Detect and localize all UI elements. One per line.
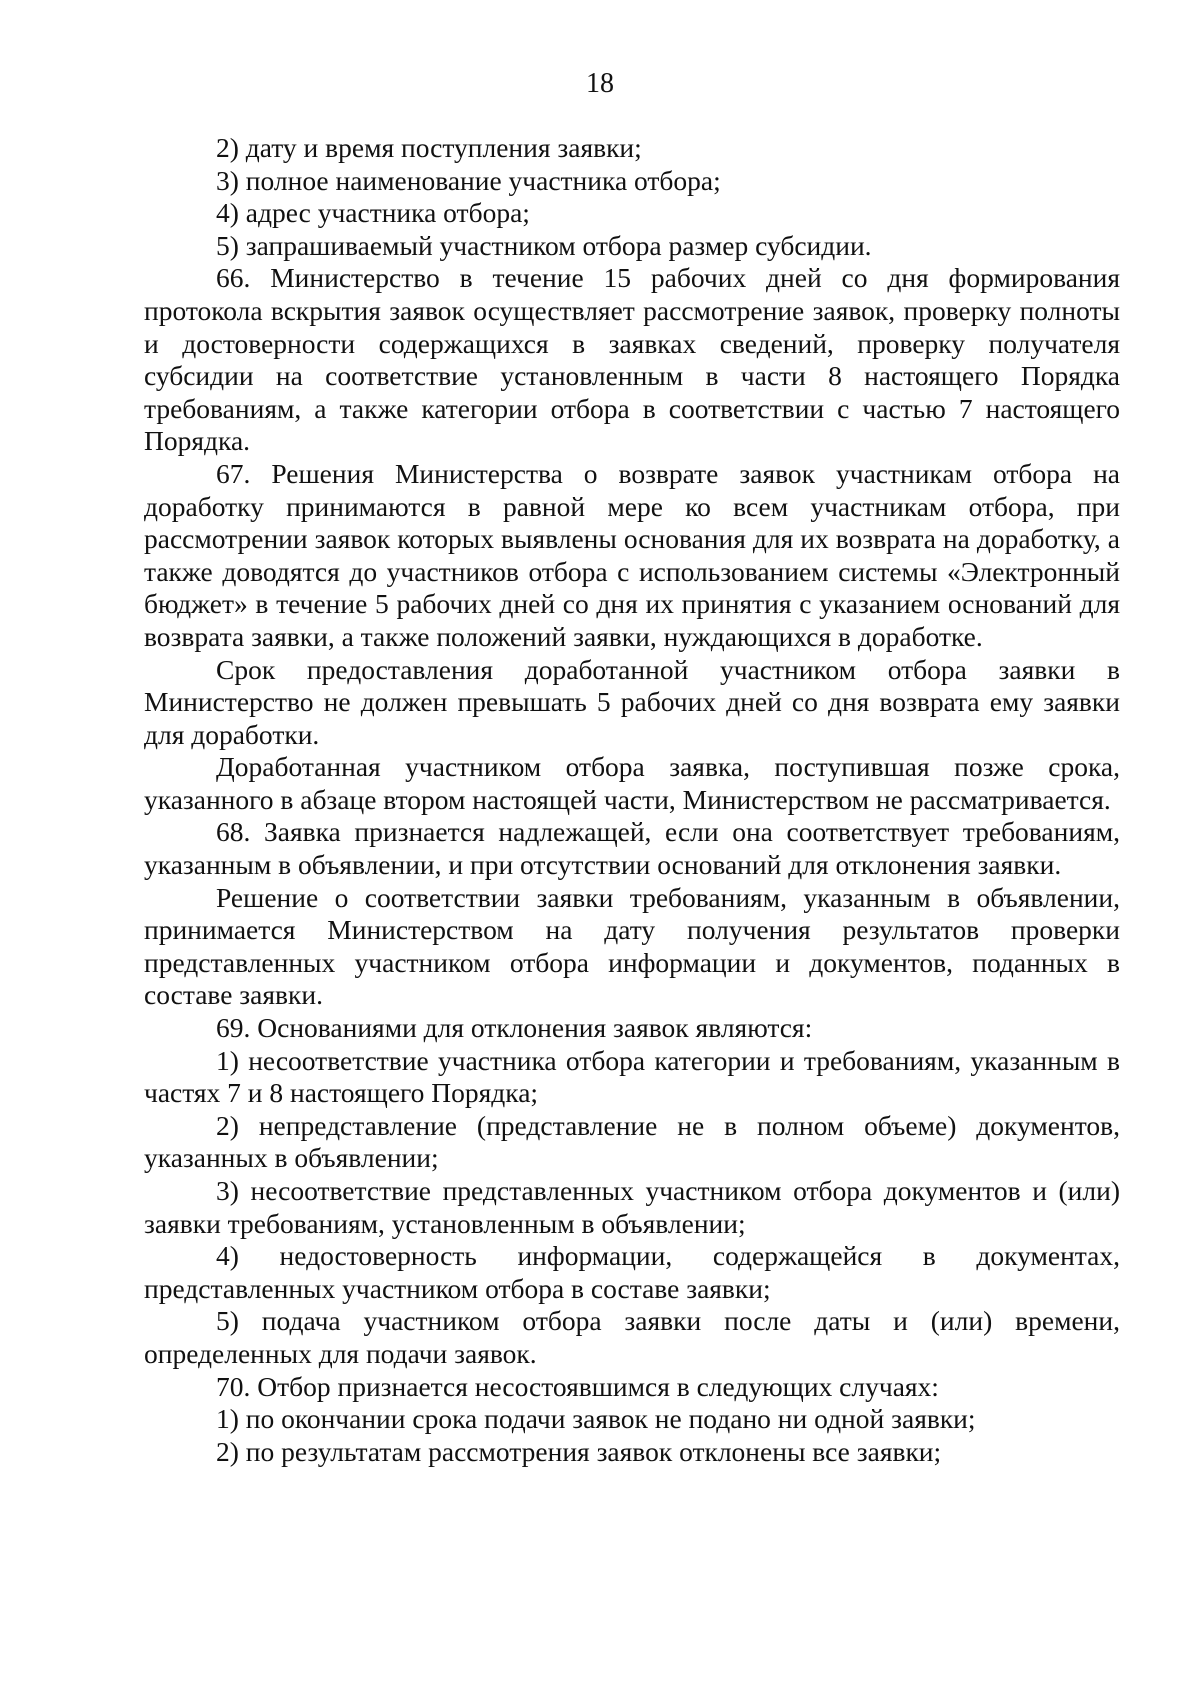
paragraph: 5) запрашиваемый участником отбора размер субсидии. bbox=[216, 229, 872, 261]
paragraph: 1) по окончании срока подачи заявок не подано ни одной заявки; bbox=[216, 1403, 976, 1435]
paragraph: 5) подача участником отбора заявки после даты и (или) времени, определенных для подачи заявок. bbox=[144, 1305, 1120, 1369]
paragraph: Решение о соответствии заявки требованиям, указанным в объявлении, принимается Министерством на дату получения результатов проверки представленных участником отбора информации и документов, поданных в составе заявки. bbox=[144, 881, 1120, 1011]
paragraph: 1) несоответствие участника отбора категории и требованиям, указанным в частях 7 и 8 настоящего Порядка; bbox=[144, 1044, 1120, 1109]
paragraph: 4) недостоверность информации, содержащейся в документах, представленных участником отбора в составе заявки; bbox=[144, 1240, 1120, 1304]
paragraph: 70. Отбор признается несостоявшимся в следующих случаях: bbox=[216, 1370, 939, 1402]
paragraph: 2) непредставление (представление не в полном объеме) документов, указанных в объявлении; bbox=[144, 1109, 1120, 1174]
paragraph: Срок предоставления доработанной участником отбора заявки в Министерство не должен превышать 5 рабочих дней со дня возврата ему заявки для доработки. bbox=[144, 653, 1120, 750]
paragraph: 67. Решения Министерства о возврате заявок участникам отбора на доработку принимаются в равной мере ко всем участникам отбора, при рассмотрении заявок которых выявлены основания для их возврата на доработку, а также доводятся до участников отбора с использованием системы «Электронный бюджет» в течение 5 рабочих дней со дня их принятия с указанием оснований для возврата заявки, а также положений заявки, нуждающихся в доработке. bbox=[144, 457, 1120, 652]
document-body bbox=[144, 132, 1120, 1468]
paragraph: 66. Министерство в течение 15 рабочих дней со дня формирования протокола вскрытия заявок осуществляет рассмотрение заявок, проверку полноты и достоверности содержащихся в заявках сведений, проверку получателя субсидии на соответствие установленным в части 8 настоящего Порядка требованиям, а также категории отбора в соответствии с частью 7 настоящего Порядка. bbox=[144, 262, 1120, 457]
paragraph: 3) несоответствие представленных участником отбора документов и (или) заявки требованиям, установленным в объявлении; bbox=[144, 1175, 1120, 1239]
page-number: 18 bbox=[586, 68, 614, 99]
paragraph: 2) по результатам рассмотрения заявок отклонены все заявки; bbox=[216, 1435, 942, 1467]
paragraph: 68. Заявка признается надлежащей, если она соответствует требованиям, указанным в объявлении, и при отсутствии оснований для отклонения заявки. bbox=[144, 816, 1120, 881]
paragraph: 69. Основаниями для отклонения заявок являются: bbox=[216, 1012, 813, 1044]
paragraph: 3) полное наименование участника отбора; bbox=[216, 164, 721, 196]
paragraph: 2) дату и время поступления заявки; bbox=[216, 132, 642, 163]
paragraph: 4) адрес участника отбора; bbox=[216, 197, 530, 229]
paragraph: Доработанная участником отбора заявка, поступившая позже срока, указанного в абзаце втором настоящей части, Министерством не рассматривается. bbox=[144, 751, 1120, 815]
